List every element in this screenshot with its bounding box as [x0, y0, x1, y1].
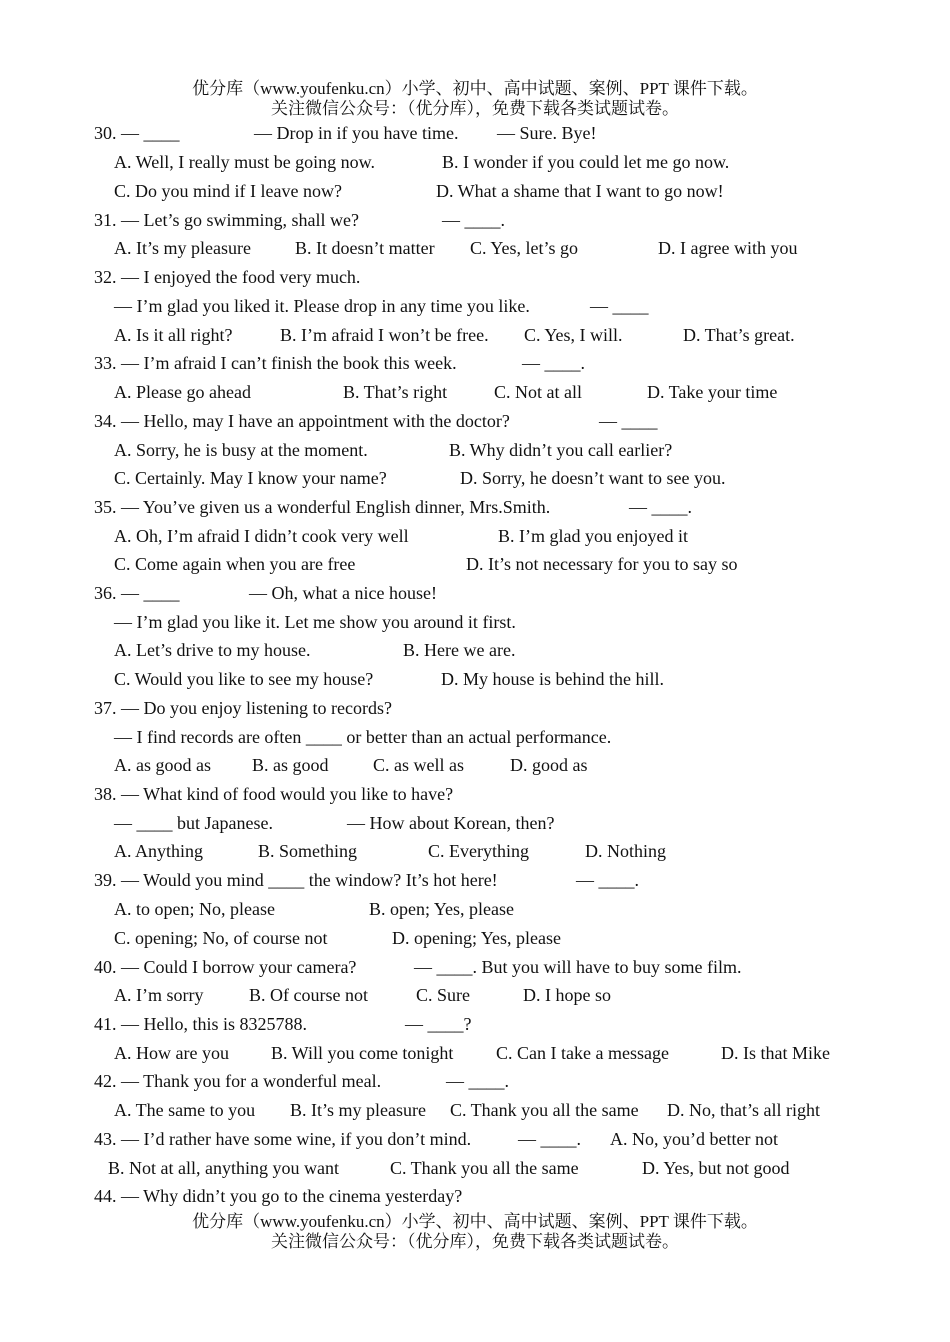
question-prompt: 35. — You’ve given us a wonderful English dinner, Mrs.Smith. — [94, 497, 551, 517]
option-b: B. as good — [252, 755, 329, 775]
question-prompt-reply: — ____. — [629, 497, 692, 517]
option-c: C. Everything — [428, 841, 529, 861]
question-prompt: 38. — What kind of food would you like to have? — [94, 784, 454, 804]
option-b: B. Of course not — [249, 985, 368, 1005]
option-d: D. What a shame that I want to go now! — [436, 181, 724, 201]
option-a: A. How are you — [114, 1043, 229, 1063]
option-c: C. Thank you all the same — [390, 1158, 579, 1178]
question-prompt-reply: — ____? — [405, 1014, 472, 1034]
question-prompt-reply: — ____. But you will have to buy some film. — [414, 957, 742, 977]
option-a: A. Let’s drive to my house. — [114, 640, 311, 660]
question-prompt: 42. — Thank you for a wonderful meal. — [94, 1071, 382, 1091]
option-b: B. It’s my pleasure — [290, 1100, 426, 1120]
option-d: D. Sorry, he doesn’t want to see you. — [460, 468, 726, 488]
option-a: A. as good as — [114, 755, 211, 775]
option-d: D. My house is behind the hill. — [441, 669, 664, 689]
option-d: D. good as — [510, 755, 588, 775]
option-a: A. The same to you — [114, 1100, 256, 1120]
option-c: C. Certainly. May I know your name? — [114, 468, 387, 488]
option-a: A. Sorry, he is busy at the moment. — [114, 440, 368, 460]
question-prompt: 39. — Would you mind ____ the window? It’s hot here! — [94, 870, 498, 890]
question-prompt-reply: — ____. — [576, 870, 639, 890]
question-prompt: 31. — Let’s go swimming, shall we? — [94, 210, 359, 230]
footer-line-2: 关注微信公众号：（优分库），免费下载各类试题试卷。 — [271, 1232, 679, 1251]
question-prompt: 44. — Why didn’t you go to the cinema yesterday? — [94, 1186, 463, 1206]
option-a: A. Well, I really must be going now. — [114, 152, 376, 172]
option-d: D. That’s great. — [683, 325, 795, 345]
footer-line-1: 优分库（www.youfenku.cn）小学、初中、高中试题、案例、PPT 课件下载。 — [192, 1212, 758, 1231]
header-line-1: 优分库（www.youfenku.cn）小学、初中、高中试题、案例、PPT 课件下载。 — [192, 79, 758, 98]
question-prompt: 34. — Hello, may I have an appointment with the doctor? — [94, 411, 510, 431]
option-a: A. It’s my pleasure — [114, 238, 251, 258]
option-d: D. I agree with you — [658, 238, 798, 258]
question-prompt: 30. — ____ — [94, 123, 180, 143]
option-a: A. I’m sorry — [114, 985, 204, 1005]
option-c: C. as well as — [373, 755, 464, 775]
question-prompt-reply: — Oh, what a nice house! — [249, 583, 437, 603]
option-d: D. Is that Mike — [721, 1043, 830, 1063]
question-prompt: 40. — Could I borrow your camera? — [94, 957, 357, 977]
option-c: C. Not at all — [494, 382, 582, 402]
option-b: B. Not at all, anything you want — [108, 1158, 339, 1178]
option-a: A. Anything — [114, 841, 204, 861]
option-b: B. Something — [258, 841, 358, 861]
question-prompt-reply: — ____. — [522, 353, 585, 373]
option-d: D. Take your time — [647, 382, 778, 402]
option-d: D. It’s not necessary for you to say so — [466, 554, 738, 574]
option-d: D. I hope so — [523, 985, 611, 1005]
option-d: D. Yes, but not good — [642, 1158, 790, 1178]
option-c: C. Thank you all the same — [450, 1100, 639, 1120]
option-a: A. to open; No, please — [114, 899, 275, 919]
question-prompt-reply: — ____ — [599, 411, 658, 431]
option-d: D. Nothing — [585, 841, 666, 861]
option-c: C. Do you mind if I leave now? — [114, 181, 342, 201]
option-b: B. open; Yes, please — [369, 899, 514, 919]
option-b: B. I wonder if you could let me go now. — [442, 152, 730, 172]
question-prompt: 36. — ____ — [94, 583, 180, 603]
option-b: B. I’m glad you enjoyed it — [498, 526, 688, 546]
option-b: B. Why didn’t you call earlier? — [449, 440, 673, 460]
question-line: — I’m glad you like it. Let me show you around it first. — [114, 612, 516, 632]
question-prompt: 43. — I’d rather have some wine, if you don’t mind. — [94, 1129, 472, 1149]
option-a: A. Please go ahead — [114, 382, 251, 402]
option-c: C. Would you like to see my house? — [114, 669, 374, 689]
option-c: C. Come again when you are free — [114, 554, 356, 574]
option-a: A. Is it all right? — [114, 325, 233, 345]
header-line-2: 关注微信公众号：（优分库），免费下载各类试题试卷。 — [271, 99, 679, 118]
option-a: A. No, you’d better not — [610, 1129, 778, 1149]
option-c: C. Can I take a message — [496, 1043, 669, 1063]
option-b: B. That’s right — [343, 382, 448, 402]
option-c: C. Sure — [416, 985, 470, 1005]
question-prompt-reply: — ____. — [518, 1129, 581, 1149]
question-prompt: 32. — I enjoyed the food very much. — [94, 267, 361, 287]
question-prompt-reply: — Sure. Bye! — [497, 123, 597, 143]
question-prompt-reply: — ____. — [446, 1071, 509, 1091]
question-prompt-reply: — ____. — [442, 210, 505, 230]
question-prompt: 41. — Hello, this is 8325788. — [94, 1014, 308, 1034]
option-b: B. It doesn’t matter — [295, 238, 435, 258]
option-c: C. Yes, let’s go — [470, 238, 579, 258]
question-prompt: 33. — I’m afraid I can’t finish the book this week. — [94, 353, 457, 373]
option-b: B. Will you come tonight — [271, 1043, 454, 1063]
option-b: B. Here we are. — [403, 640, 516, 660]
question-prompt: 37. — Do you enjoy listening to records? — [94, 698, 392, 718]
option-a: A. Oh, I’m afraid I didn’t cook very well — [114, 526, 409, 546]
question-prompt-reply: — Drop in if you have time. — [254, 123, 459, 143]
question-prompt-reply: — How about Korean, then? — [347, 813, 555, 833]
question-line: — I find records are often ____ or better than an actual performance. — [114, 727, 612, 747]
option-c: C. opening; No, of course not — [114, 928, 328, 948]
option-d: D. No, that’s all right — [667, 1100, 820, 1120]
question-line: — I’m glad you liked it. Please drop in any time you like. — [114, 296, 530, 316]
option-c: C. Yes, I will. — [524, 325, 623, 345]
option-d: D. opening; Yes, please — [392, 928, 561, 948]
question-line: — ____ but Japanese. — [114, 813, 273, 833]
option-b: B. I’m afraid I won’t be free. — [280, 325, 489, 345]
question-prompt-reply: — ____ — [590, 296, 649, 316]
